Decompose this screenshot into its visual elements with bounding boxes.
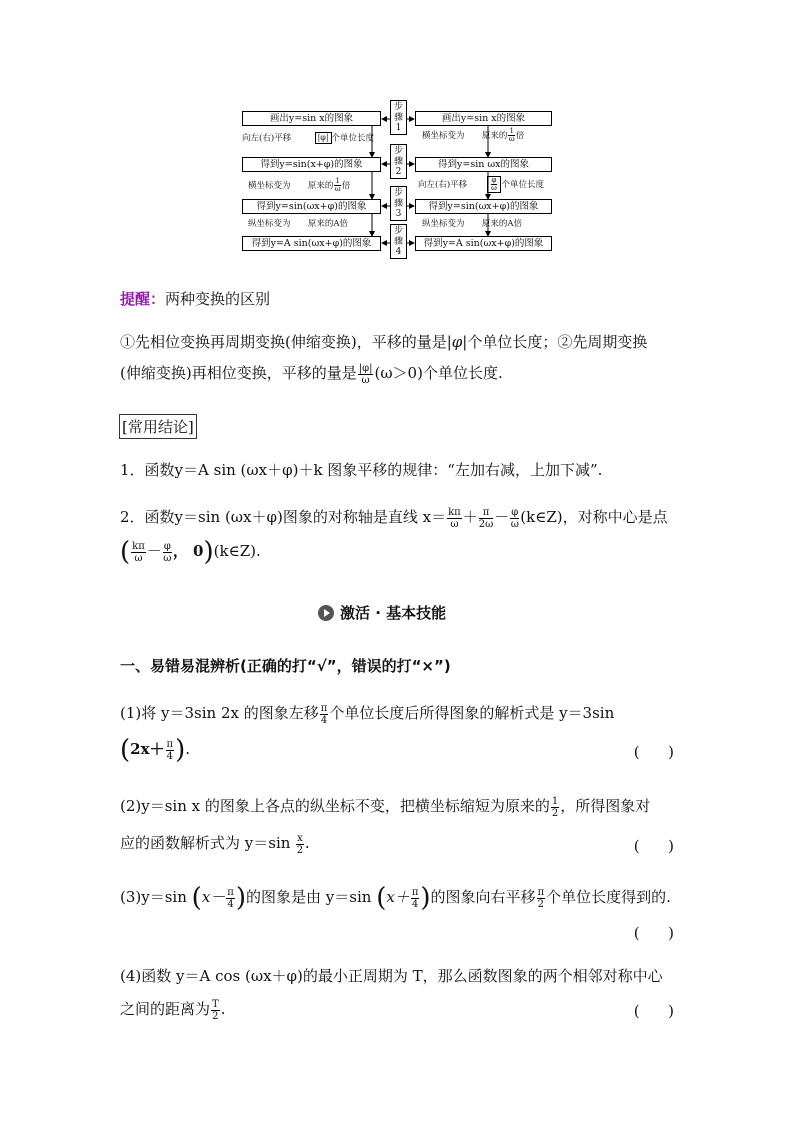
left-op-3: 纵坐标变为 原来的A倍 [248,219,349,229]
reminder-label: 提醒： [120,290,166,308]
question-1-line-2: (2x＋ $\frac{\pi}{4}$ ). [120,735,191,765]
section-title-text: 激活 · 基本技能 [340,604,447,622]
step-1: 步 骤 1 [390,100,407,135]
conclusion-item-2-center: ( $\frac{k\pi}{\omega}$ － $\frac{\varphi}{\omega}$ ， 0)(k∈Z). [120,537,261,567]
right-box-3: 得到y=sin(ωx+φ)的图象 [415,199,552,214]
step-2: 步 骤 2 [390,144,407,179]
right-op-3: 纵坐标变为 原来的A倍 [422,219,523,229]
common-conclusions-tag: [常用结论] [119,414,197,439]
play-icon [318,605,334,621]
section-title [318,602,446,623]
right-op-1: 横坐标变为 原来的 $\frac{1}{\omega}$ 倍 [422,127,525,143]
conclusion-item-2: 2．函数y＝sin (ωx＋φ)图象的对称轴是直线 x＝ $\frac{k\pi}{\omega}$ ＋ $\frac{\pi}{2\omega}$ － $\frac{\varphi}{\omega}$ (k∈Z)，对称中心是点 [120,506,668,530]
right-box-2: 得到y=sin ωx的图象 [415,157,552,172]
exercise-heading: 一、易错易混辨析(正确的打“√”，错误的打“×”) [120,657,451,675]
question-2-line-1: (2)y＝sin x 的图象上各点的纵坐标不变，把横坐标缩短为原来的 $\frac{1}{2}$ ，所得图象对 [120,795,651,819]
step-4: 步 骤 4 [390,224,407,259]
left-op-2: 横坐标变为 原来的 $\frac{1}{\omega}$ 倍 [248,177,351,193]
right-box-1: 画出y=sin x的图象 [415,111,552,126]
question-2-line-2: 应的函数解析式为 y＝sin $\frac{x}{2}$ . [120,832,310,856]
answer-blank-3[interactable]: ( ) [633,924,674,942]
question-4-line-2: 之间的距离为 $\frac{T}{2}$ . [120,998,226,1022]
left-box-1: 画出y=sin x的图象 [242,111,381,126]
answer-blank-4[interactable]: ( ) [633,1002,674,1020]
right-op-2: 向左(右)平移 $\frac{\varphi}{\omega}$ 个单位长度 [418,176,544,192]
transformation-flow-diagram [238,98,558,263]
conclusion-item-1: 1．函数y＝A sin (ωx＋φ)＋k 图象平移的规律：“左加右减，上加下减”. [120,461,603,479]
left-box-4: 得到y=A sin(ωx+φ)的图象 [242,236,381,251]
reminder-title: 两种变换的区别 [165,290,271,308]
question-1-line-1: (1)将 y＝3sin 2x 的图象左移 $\frac{\pi}{4}$ 个单位长度后所得图象的解析式是 y＝3sin [120,702,615,726]
answer-blank-1[interactable]: ( ) [633,743,674,761]
left-box-3: 得到y=sin(ωx+φ)的图象 [242,199,381,214]
reminder-line-1: ①先相位变换再周期变换(伸缩变换)，平移的量是|φ|个单位长度；②先周期变换 [120,333,648,351]
answer-blank-2[interactable]: ( ) [633,837,674,855]
question-4-line-1: (4)函数 y＝A cos (ωx＋φ)的最小正周期为 T，那么函数图象的两个相邻对称中心 [120,967,663,985]
reminder-line-2: (伸缩变换)再相位变换，平移的量是 $\frac{|\varphi|}{\omega}$ (ω＞0)个单位长度. [120,362,503,386]
left-op-1: 向左(右)平移 |φ| 个单位长度 [242,133,375,144]
right-box-4: 得到y=A sin(ωx+φ)的图象 [415,236,552,251]
left-box-2: 得到y=sin(x+φ)的图象 [242,157,381,172]
step-3: 步 骤 3 [390,186,407,221]
question-3-line-1: (3)y＝sin (x－ $\frac{\pi}{4}$ )的图象是由 y＝sin (x＋ $\frac{\pi}{4}$ )的图象向右平移 $\frac{\pi}{2}$ 个单位长度得到的. [120,883,671,913]
reminder-heading [120,288,680,309]
